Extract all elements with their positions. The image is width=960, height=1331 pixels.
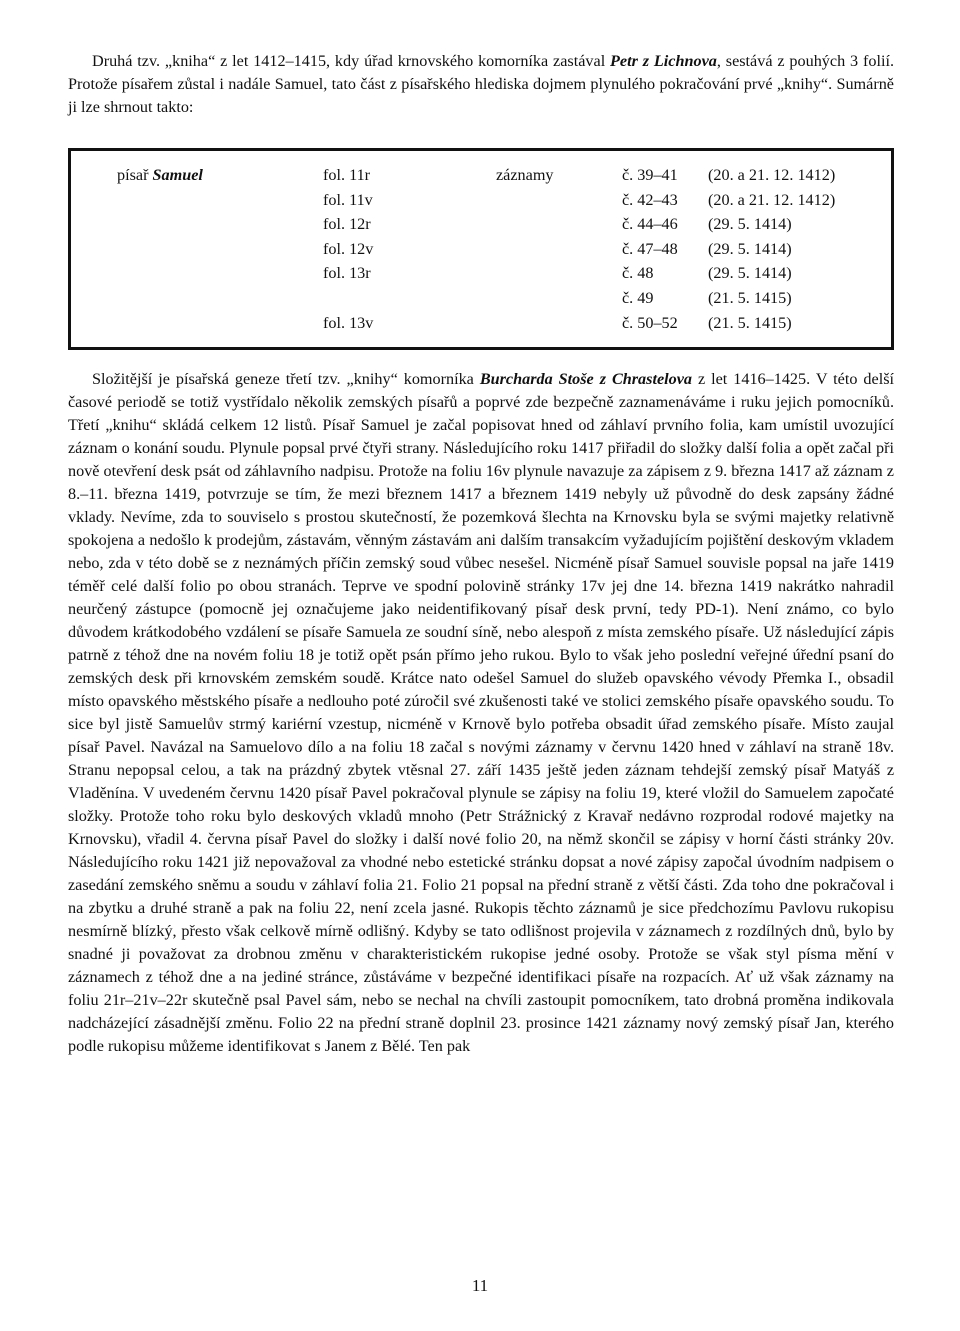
record-number-cell: č. 39–41 bbox=[622, 166, 678, 184]
date-cell: (21. 5. 1415) bbox=[708, 313, 792, 332]
scribe-summary-table bbox=[68, 148, 894, 350]
folio-cell: fol. 13r bbox=[323, 264, 371, 283]
folio-column bbox=[323, 163, 373, 335]
date-cell: (29. 5. 1414) bbox=[708, 264, 792, 283]
date-column bbox=[708, 163, 835, 335]
folio-cell: fol. 13v bbox=[323, 313, 374, 332]
folio-cell: fol. 12v bbox=[323, 239, 374, 258]
intro-text-2: , sestává z pouhých 3 folií. Protože písařem zůstal i nadále Samuel, tato část z písařského hlediska dojmem plynulého pokračování prvé „knihy“. Sumárně ji lze shrnout takto: bbox=[68, 52, 894, 116]
record-number-cell: č. 42–43 bbox=[622, 190, 678, 209]
intro-person-name: Petr z Lichnova bbox=[610, 52, 717, 70]
record-number-cell: č. 47–48 bbox=[622, 239, 678, 258]
intro-text-1: Druhá tzv. „kniha“ z let 1412–1415, kdy úřad krnovského komorníka zastával bbox=[92, 52, 611, 70]
body-text-2: z let 1416–1425. V této delší časové periodě se totiž vystřídalo několik zemských písařů a poprvé zde bezpečně zaznamenáváme i ruku jejich pomocníků. Třetí „knihu“ skládá celkem 12 listů. Písař Samuel je začal popisovat hned od záhlaví prvního folia, kam umístil uvozující záznam o konání soudu. Plynule popsal prvé čtyři strany. Následujícího roku 1417 přiřadil do složky další folia a opět začal při nově otevření desk psát od záhlavního nadpisu. Protože na foliu 16v plynule navazuje za zápisem z 9. března 1417 až záznam z 8.–11. března 1419, potvrzuje se tím, že mezi březnem 1417 a březnem 1419 nebyly už původně do desk zapsány žádné vklady. Nevíme, zda to souviselo s prostou skutečností, že pozemková šlechta na Krnovsku byla se svými majetky relativně spokojena a nedošlo k prodejům, zástavám, věnným zástavám ani dalším transakcím vyžadujícím pojištění deskovým vkladem nebo, zda v této době se z neznámých příčin zemský soud vůbec nesešel. Nicméně písař Samuel souvisle popsal na jaře 1419 téměř celé další folio po obou stranách. Teprve ve spodní polovině stránky 17v jej dne 14. března 1419 nakrátko nahradil neurčený zástupce (pomocně jej označujeme jako neidentifikovaný písař desk první, tedy PD-1). Není známo, co bylo důvodem krátkodobého vzdálení se písaře Samuela ze soudní síně, nebo alespoň z místa zemského písaře. Už následující zápis patrně z téhož dne na novém foliu 18 je totiž opět psán přímo jeho rukou. Bylo to však jeho poslední veřejné úřední psaní do zemských desk při krnovském zemském soudě. Krátce nato odešel Samuel do služeb opavského vévody Přemka I., obsadil místo opavského městského písaře a nedlouho poté zúročil své zkušenosti také ve stolici zemského písaře opavského soudu. To sice byl jistě Samuelův strmý kariérní vzestup, nicméně v Krnově bylo potřeba obsadit úřad zemského písaře. Místo zaujal písař Pavel. Navázal na Samuelovo dílo a na foliu 18 začal s novými záznamy v červnu 1420 hned v záhlaví na straně 18v. Stranu nepopsal celou, a tak na prázdný zbytek vtěsnal 27. září 1435 ještě jeden záznam tehdejší zemský písař Matyáš z Vladěnína. V uvedeném červnu 1420 písař Pavel pokračoval plynule se zápisy na foliu 19, které vložil do Samuelem započaté složky. Protože toho roku bylo deskových vkladů mnoho (Petr Strážnický z Kravař nedávno rozprodal rodové majetky na Krnovsku), vřadil 4. června písař Pavel do složky i další nové folio 20, na němž skončil se zápisy v horní části stránky 20v. Následujícího roku 1421 již nepovažoval za vhodné nebo estetické stránku dopsat a nové zápisy započal úvodním nadpisem o zasedání zemského sněmu a soudu v záhlaví folia 21. Folio 21 popsal na přední straně z větší části. Zda toho dne pokračoval i na zbytku a druhé straně a pak na foliu 22, není zcela jasné. Rukopis těchto záznamů je sice předchozímu Pavlovu rukopisu nesmírně blízký, přesto však celkově mírně odlišný. Kdyby se tato odlišnost projevila v záznamech z rozdílných dnů, bylo by snadné ji považovat za drobnou změnu v charakteristickém rukopise jedné osoby. Protože se však styl písma mění v záznamech z téhož dne a na jediné stránce, zůstáváme v bezpečné identifikaci písaře na rozpacích. Ať už však záznamy na foliu 21r–21v–22r skutečně psal Pavel sám, nebo se nechal na chvíli zastoupit pomocníkem, tato drobná proměna indikovala nadcházející zásadnější změnu. Folio 22 na přední straně doplnil 23. prosince 1421 záznamy nový zemský písař Jan, kterého podle rukopisu můžeme identifikovat s Janem z Bělé. Ten pak bbox=[68, 370, 894, 1055]
page-number: 11 bbox=[471, 1276, 489, 1295]
date-cell: (29. 5. 1414) bbox=[708, 239, 792, 258]
scribe-name: Samuel bbox=[152, 166, 203, 184]
folio-cell: fol. 12r bbox=[323, 215, 371, 234]
date-cell: (29. 5. 1414) bbox=[708, 215, 792, 234]
records-label: záznamy bbox=[496, 166, 554, 184]
folio-cell: fol. 11r bbox=[323, 166, 371, 184]
folio-cell: fol. 11v bbox=[323, 190, 373, 209]
date-cell: (21. 5. 1415) bbox=[708, 288, 792, 307]
intro-paragraph bbox=[68, 50, 894, 119]
body-text-1: Složitější je písařská geneze třetí tzv. „knihy“ komorníka bbox=[92, 370, 480, 388]
body-person-name: Burcharda Stoše z Chrastelova bbox=[479, 370, 693, 388]
date-cell: (20. a 21. 12. 1412) bbox=[708, 190, 836, 209]
date-cell: (20. a 21. 12. 1412) bbox=[708, 166, 836, 184]
folio-cell bbox=[323, 286, 373, 311]
body-paragraph bbox=[68, 368, 894, 1058]
scribe-prefix: písař bbox=[117, 166, 153, 184]
record-number-cell: č. 44–46 bbox=[622, 215, 678, 234]
record-number-cell: č. 48 bbox=[622, 264, 654, 283]
record-number-column bbox=[622, 163, 678, 335]
record-number-cell: č. 49 bbox=[622, 288, 654, 307]
page-content bbox=[68, 50, 894, 1058]
record-number-cell: č. 50–52 bbox=[622, 313, 678, 332]
scribe-cell bbox=[117, 163, 203, 188]
